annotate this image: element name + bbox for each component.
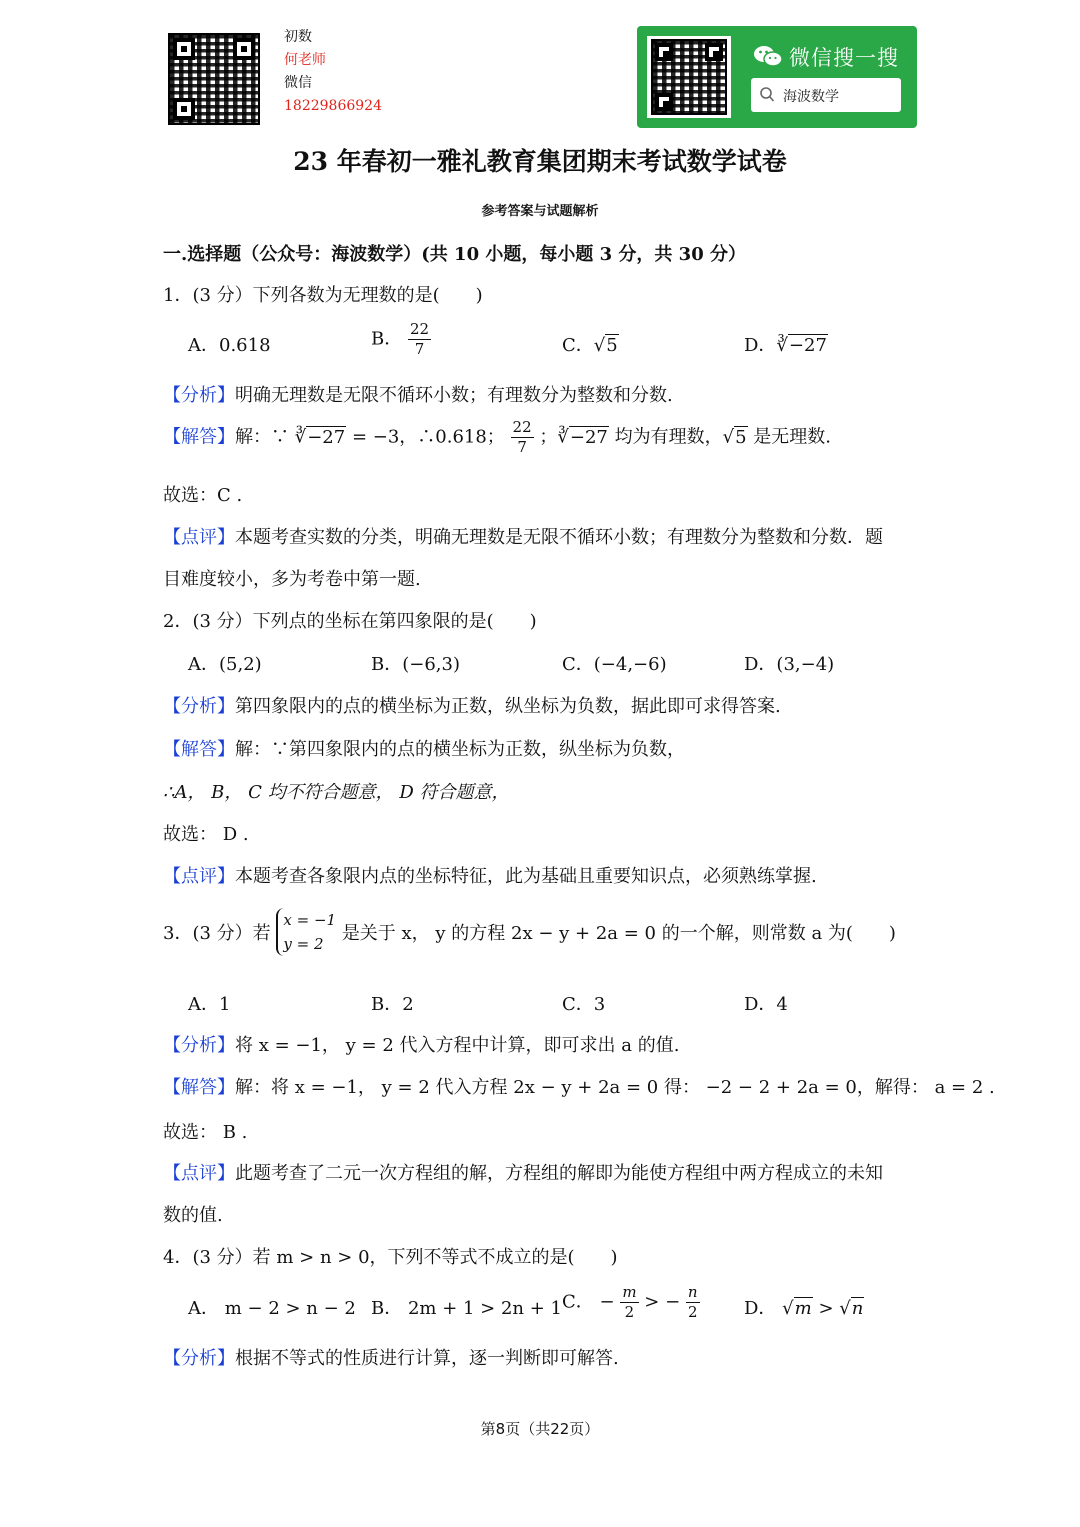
q1-comment-cont: 目难度较小，多为考卷中第一题. [163,569,421,590]
q3-option-c: C．3 [562,994,606,1015]
page-title: 23 年春初一雅礼教育集团期末考试数学试卷 [293,147,787,176]
q2-option-b: B．(−6,3) [371,654,460,675]
question-4-stem: 4．(3 分）若 m > n > 0，下列不等式不成立的是( ) [163,1247,618,1268]
q1-choice: 故选：C . [163,485,243,506]
contact-info [284,26,382,118]
q4-option-c: C． − $\frac{m}{2}$ > − $\frac{n}{2}$ [562,1283,698,1321]
wechat-icon [753,44,783,68]
q2-analysis: 【分析】第四象限内的点的横坐标为正数，纵坐标为负数，据此即可求得答案. [163,696,781,717]
q3-answer: 【解答】解：将 x = −1， y = 2 代入方程 2x − y + 2a = 0 得： −2 − 2 + 2a = 0，解得： a = 2 . [163,1077,995,1098]
contact-subject: 初数 [284,29,312,45]
q3-comment: 【点评】此题考查了二元一次方程组的解，方程组的解即为能使方程组中两方程成立的未知 [163,1163,883,1184]
q2-option-d: D．(3,−4) [744,654,835,675]
search-icon [759,86,775,107]
wechat-qr-code [647,36,731,118]
q1-option-d: D．∛−27 [744,335,827,356]
q2-choice: 故选： D . [163,824,249,845]
contact-phone: 18229866924 [284,98,382,114]
q3-comment-cont: 数的值. [163,1205,223,1226]
q4-option-d: D． √m > √n [744,1298,864,1319]
q3-choice: 故选： B . [163,1122,248,1143]
q2-answer: 【解答】解：∵第四象限内的点的横坐标为正数，纵坐标为负数， [163,739,685,760]
wechat-search-text: 海波数学 [783,89,839,105]
q3-option-d: D．4 [744,994,788,1015]
section-heading: 一.选择题（公众号：海波数学）(共 10 小题，每小题 3 分，共 30 分） [163,244,747,265]
wechat-search-banner[interactable] [637,26,917,128]
wechat-search-title: 微信搜一搜 [789,46,899,70]
q3-analysis: 【分析】将 x = −1， y = 2 代入方程中计算，即可求出 a 的值. [163,1035,680,1056]
q2-option-a: A．(5,2) [188,654,262,675]
q4-analysis: 【分析】根据不等式的性质进行计算，逐一判断即可解答. [163,1348,619,1369]
contact-teacher: 何老师 [284,52,326,68]
page-number: 第8页（共22页） [480,1420,600,1438]
contact-qr-code [168,33,260,125]
q2-option-c: C．(−4,−6) [562,654,667,675]
q2-answer-cont: ∴A， B， C 均不符合题意， D 符合题意， [163,782,510,803]
q1-option-a: A．0.618 [188,335,271,356]
question-1-stem: 1．(3 分）下列各数为无理数的是( ) [163,285,483,306]
question-2-stem: 2．(3 分）下列点的坐标在第四象限的是( ) [163,611,537,632]
question-3-stem: 3．(3 分）若 x = −1 y = 2 是关于 x， y 的方程 2x − y + 2a = 0 的一个解，则常数 a 为( ) [163,908,896,956]
q2-comment: 【点评】本题考查各象限内点的坐标特征，此为基础且重要知识点，必须熟练掌握. [163,866,817,887]
contact-wechat-label: 微信 [284,75,312,91]
equation-system: x = −1 y = 2 [276,908,336,956]
q1-comment: 【点评】本题考查实数的分类，明确无理数是无限不循环小数；有理数分为整数和分数．题 [163,527,883,548]
q3-option-b: B．2 [371,994,414,1015]
page-subtitle: 参考答案与试题解析 [481,204,599,219]
q1-answer: 【解答】解：∵ ∛−27 = −3，∴0.618； $\frac{22}{7}$ ；∛−27 均为有理数，√5 是无理数. [163,418,831,456]
q1-option-c: C．√5 [562,335,618,356]
q3-option-a: A．1 [188,994,231,1015]
q4-option-a: A． m − 2 > n − 2 [188,1298,356,1319]
q1-analysis: 【分析】明确无理数是无限不循环小数；有理数分为整数和分数. [163,385,673,406]
wechat-search-field[interactable] [751,78,901,112]
q1-option-b: B． $\frac{22}{7}$ [371,320,430,358]
q4-option-b: B． 2m + 1 > 2n + 1 [371,1298,562,1319]
